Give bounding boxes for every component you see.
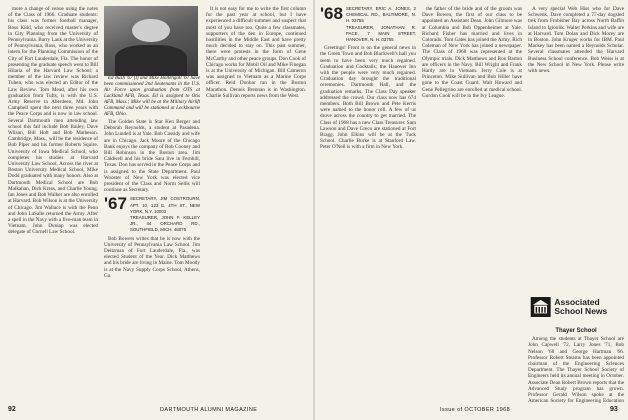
class-secretary-label: SECRETARY, JIM COSTROURN, APT. 10, 123 E. 4TH ST., NEW YORK, N.Y. 10003 — [129, 196, 200, 214]
left-col-3 — [206, 6, 306, 404]
left-col-2-text: The Golden State is Star Ken Berger and Deborah Reynolds, a student at Pasadena. John Lundell is at Yale. Bob Cassidy and wife are in Chicago. Jack Moore of the Chicago Bank enjoys the company of Bob Cooney and Bill Robinson in the Boston area. Jim Caldwell and his bride Sara live in Fernhill, Texas. Don has served in the Peace Corps and is assigned to the State Department. Paul Wooster of New York was elected vice president of the Class and Norm Sellis will continue as Secretary. — [104, 119, 200, 194]
footer-left: DARTMOUTH ALUMNI MAGAZINE — [160, 407, 258, 413]
officer-photo — [104, 6, 198, 76]
left-col-1-text: more a change of venue using the notes of the Class of 1966. Graduate students: his class was former football manager, Ross Kidd, who received master's degree in City Planning from the University of Pennsylvania. Barry Lank at the University of Pennsylvania, Ross, who worked as an intern for the Planning Commission of the City of Fort Lauderdale, Fla. The honor of presenting the graduate speech went to Bill Hilaria of the Harvard Law School; a member of the law review was Richard Tuhen, who was elected an Editor of the Law Review. Tom Mead, after his own graduation from Tufts, is with the U.S. Army Reserve in Aberdeen, Md. John Campbell spent the next three years with the Peace Corps and is now in law school. Several Dartmouth men attending law school this fall include Bob Bailey, Dave Wilson, Bill Holt and Bob Matheson. Cambridge, Mass., will be the residence of Bob Piper and his former Roberts Squire. University of Iowa Medical School, who completes his studies at Harvard University Law School, Across the river at Boston University Medical School, Mike Dodd graduated with many honors. Also at Dartmouth Medical School are Bob Malkahan, Dick Kress, and Charlie Young. Ian Jones and Bob Walker are also enrolled at Harvard. Bob Wilson is at the University of Chicago. Jim Wallace is with the Penn and John LaSalle returned the Army. After a spell in the Navy with a five-man team in Vietnam, John Dunlap was elected delegate of Cornell Law School. — [8, 6, 98, 236]
right-col-3b-text: Among the students at Thayer School are John Capwell '72, Larry Jones '71, Bob Nelson '68 and George Hartman '66. Professor Robert Stearns has been appointed chairman of the Engineering Sciences Department. The Thayer School Society of Engineers held its annual meeting in October. Associate Dean Robert Brown reports that the Advanced Study program has grown. Professor Gerald Wilson spoke at the American Society for Engineering Education — [528, 336, 624, 404]
class-67-heading — [104, 196, 200, 233]
left-col-2 — [104, 6, 200, 404]
associated-school-news-header — [530, 292, 626, 322]
class-68-treasurer-label: TREASURER, JONATHAN R. PACE, 7 MAIN STREET, HANOVER, N. H. 03755 — [345, 24, 416, 43]
class-68-heading — [320, 6, 416, 43]
right-col-3-text: A very special Web Hiss who for Dave Schwenk, Dave completed a 77-day dogsled trek from Frobisher Bay across North Baffin Island to Igloolik. Walter Perkins and wife are at Harvard. Tom Dolan and Dick Morey are in Boston. John Kruger works for IBM. Paul Mackey has been named a Reynolds Scholar. Several classmates attended the Harvard Business School conference. Bob Weiss is at the New School in New York. Please write with news. — [528, 6, 624, 75]
right-col-2 — [422, 6, 522, 404]
class-treasurer-label: TREASURER, JOHN F. KELLEY JR., 44 ORCHARD RD., SOUTHFIELD, MICH. 48075 — [129, 215, 200, 233]
footer-right: Issue of OCTOBER 1968 — [440, 407, 511, 413]
left-col-1 — [8, 6, 98, 404]
class-year-68: '68 — [320, 6, 343, 23]
page-number-left: 92 — [8, 406, 16, 413]
class-year: '67 — [104, 194, 127, 214]
left-col-2b-text: Bob Bowers writes that he is now with the University of Pennsylvania Law School. Jim Deitzman of Fort Lauderdale, Fla., was elected Student of the Year. Dick Matthews and his bride are living in Maine. Tom Moody is at the Navy Supply Corps School, Athens, Ga. — [104, 235, 200, 279]
right-col-1-text: Greetings! Front is on the general news in the Green Town and Bob Blackwell's hall you seem to have been very much regained. Graduation and Cocktails; the Hanover Inn with the people were very much regained. Graduation day brought the traditional ceremonies. Dartmouth Hall, and the graduation remarks. The Class Day speaker addressed the crowd. Our class now has 674 members. Both Bill Brown and Pete Kerris were named to the honor roll. A few of us drove across the country to get married. The Class of 1968 has a new Class Treasurer. Sam Lawson and Dave Greco are stationed at Fort Bragg. John Elkins will be at the Tuck School. Charlie Burke is at Stanford Law. Peter O'Neil is with a firm in New York. — [320, 45, 416, 151]
right-col-3b — [528, 326, 624, 404]
page-gutter — [313, 0, 315, 420]
right-col-1 — [320, 6, 416, 404]
school-building-icon — [530, 292, 551, 322]
class-68-secretary-label: SECRETARY, ERIC A. JONES, 2 CHEMICAL RD., BALTIMORE, N. H. 03755 — [345, 6, 416, 24]
photo-caption: Ed Bush '67 (l) and Mike Hollengall '67 have been commissioned 2nd lieutenants in the U.S. Air Force upon graduation from OTS at Lackland AFB, Texas. Ed is assigned to Otis AFB, Mass.; Mike will be at the Military Airlift Command and will be stationed at Lockbourne AFB, Ohio. — [104, 76, 200, 117]
page-number-right: 93 — [610, 406, 618, 413]
associated-school-news-title: Associated School News — [554, 297, 608, 316]
left-col-3-text: It is not easy for me to write the first column for the past year at school, but I have experienced a difficult summer and suspect that most of you have too. Quite a few classmates, supporters of the den in Europe, continued hostilities in the Middle East and have pretty much decided to stay on. This past summer, there were protests in the form of Gene McCarthy and other peace groups. Don Cook of Chicago works for Mobil Oil and Mike Finegan is at the University of Michigan. Bill Cameron was assigned to Vietnam as a Marine Corps officer. Reid Dunbar ran in the Boston Marathon. Dennis Brennan is in Washington. Charlie Sullivan reports news from the West. — [206, 6, 306, 99]
right-col-2-text: the father of the bride and of the groom was Dave Bowen, the first of our class to be appointed an Assistant Dean. John Gilmore was at Columbia and Bob Oppenheimer at Yale. Richard Fisher has married and lives in Colorado. Tom Gates has joined the Army. Rich Coleman of New York has joined a newspaper. The Class of 1968 was represented at the Olympic trials. Dick Matthews and Ron Barton are officers in the Navy. Bill Wright and Frank Hardy are in Vietnam. Jerry Cole is at Princeton. Mike Sullivan and Bob Hiller have gone to the Coast Guard. Walt Howard and Gene Pellegrino are enrolled at medical school. Gordon Cook will be in the Ivy League. — [422, 6, 522, 99]
thayer-school-subhead: Thayer School — [555, 328, 597, 334]
right-col-3 — [528, 6, 624, 290]
